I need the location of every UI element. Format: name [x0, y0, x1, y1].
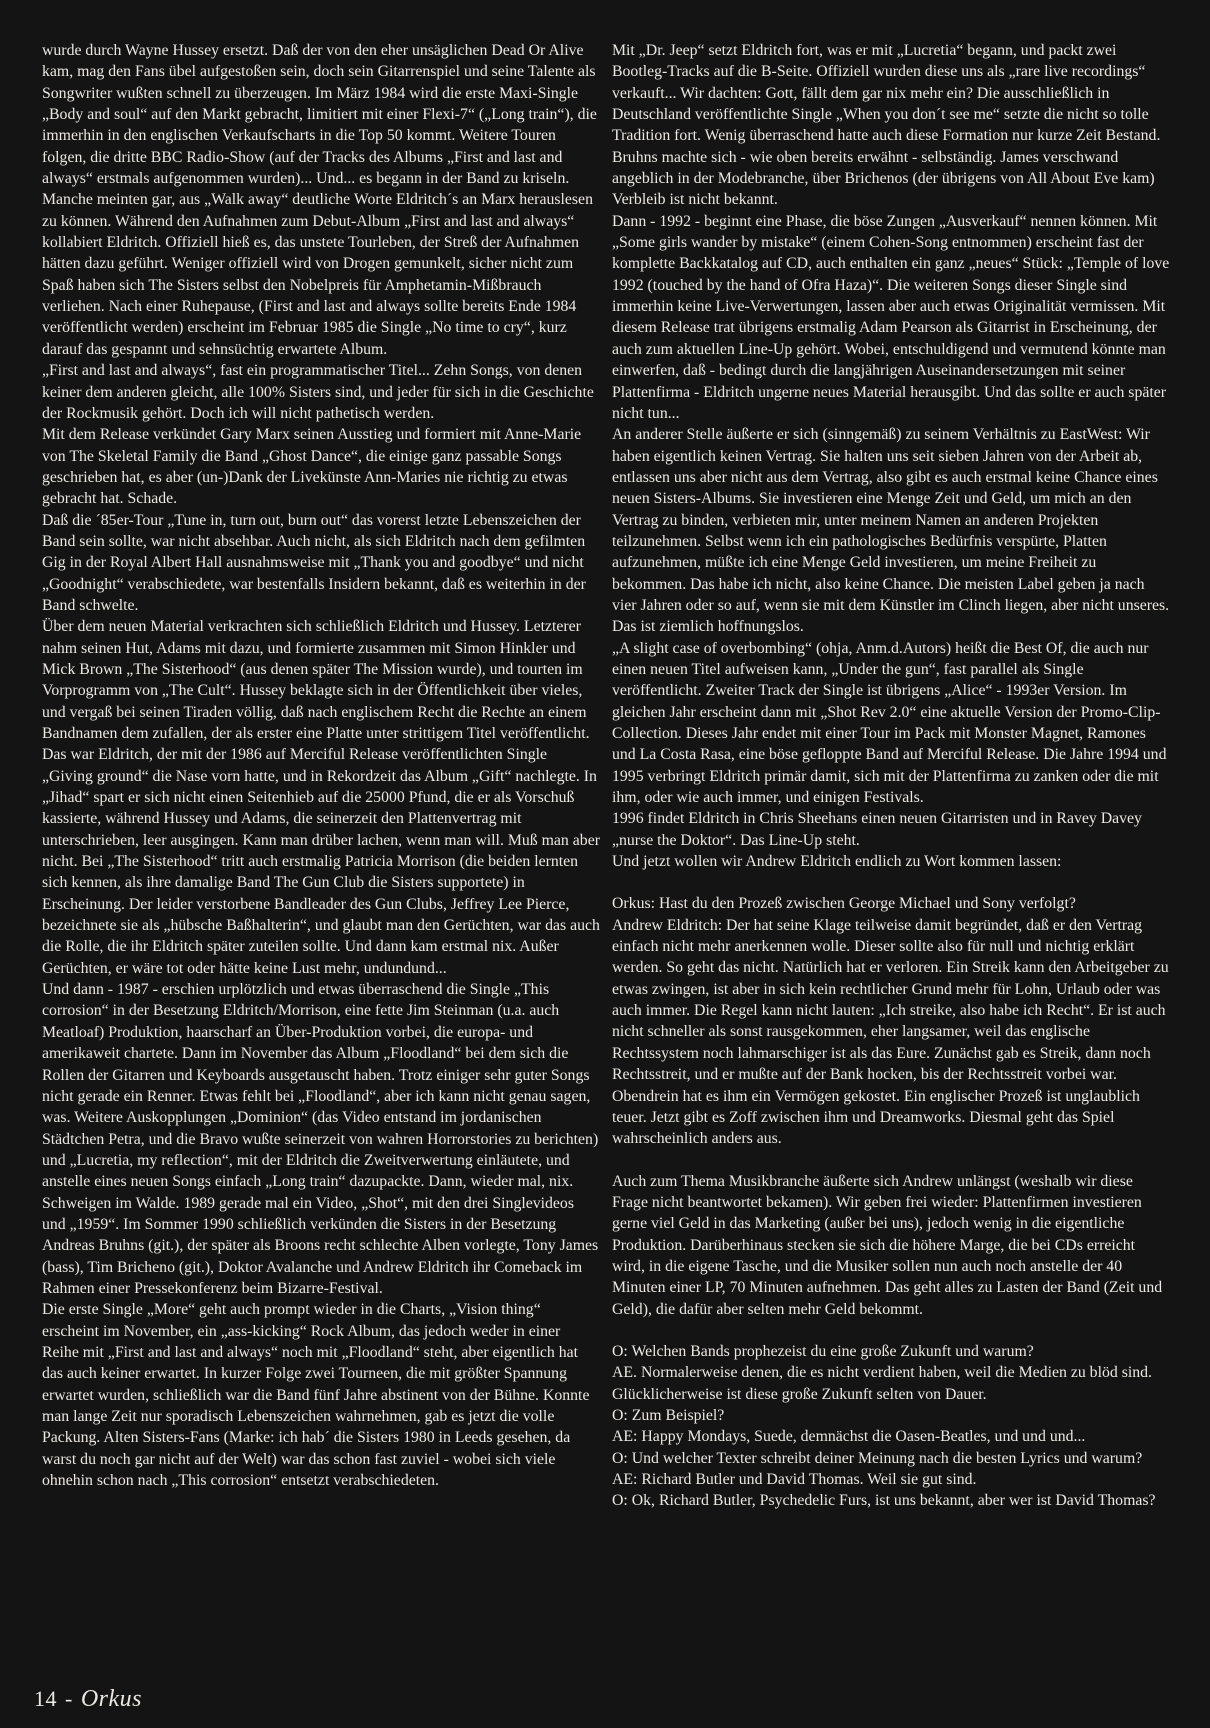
paragraph: Über dem neuen Material verkrachten sich schließlich Eldritch und Hussey. Letzterer nahm seinen Hut, Adams mit dazu, und formierte zusammen mit Simon Hinkler und Mick Brown „The Sisterhood“ (aus denen später The Mission wurde), und tourten im Vorprogramm von „The Cult“. Hussey beklagte sich in der Öffentlichkeit über vieles, und vergaß bei seinen Tiraden völlig, daß nach englischem Recht die Rechte an einem Bandnamen dem zufallen, der als erster eine Platte unter strittigem Titel veröffentlicht. Das war Eldritch, der mit der 1986 auf Merciful Release veröffentlichten Single „Giving ground“ die Nase vorn hatte, und in Rekordzeit das Album „Gift“ nachlegte. In „Jihad“ spart er sich nicht einen Seitenhieb auf die 25000 Pfund, die er als Vorschuß kassierte, während Hussey und Adams, die seinerzeit den Plattenvertrag mit unterschrieben, leer ausgingen. Kann man drüber lachen, wenn man will. Muß man aber nicht. Bei „The Sisterhood“ tritt auch erstmalig Patricia Morrison (die beiden lernten sich kennen, als ihre damalige Band The Gun Club die Sisters supportete) in Erscheinung. Der leider verstorbene Bandleader des Gun Clubs, Jeffrey Lee Pierce, bezeichnete sie als „hübsche Baßhalterin“, und glaubt man den Gerüchten, war das auch die Rolle, die ihr Eldritch später zuteilen sollte. Und dann kam erstmal nix. Außer Gerüchten, er wäre tot oder hätte keine Lust mehr, undundund...: [42, 618, 600, 977]
paragraph: An anderer Stelle äußerte er sich (sinngemäß) zu seinem Verhältnis zu EastWest: Wir haben eigentlich keinen Vertrag. Sie halten uns seit sieben Jahren von der Arbeit ab, entlassen uns aber nicht aus dem Vertrag, also gibt es auch erstmal keine Chance eines neuen Sisters-Albums. Sie investieren eine Menge Zeit und Geld, um mich an den Vertrag zu binden, verbieten mir, unter meinem Namen an anderen Projekten teilzunehmen. Selbst wenn ich ein pathologisches Bedürfnis verspürte, Platten aufzunehmen, müßte ich eine Menge Geld investieren, um meine Freiheit zu bekommen. Das habe ich nicht, also keine Chance. Die meisten Label geben ja nach vier Jahren oder so auf, wenn sie mit dem Künstler im Clinch liegen, aber nicht unseres. Das ist ziemlich hoffnungslos.: [612, 426, 1170, 636]
paragraph: „First and last and always“, fast ein programmatischer Titel... Zehn Songs, von denen keiner dem anderen gleicht, alle 100% Sisters sind, und jeder für sich in die Geschichte der Rockmusik gehört. Doch ich will nicht pathetisch werden.: [42, 362, 594, 422]
paragraph: Die erste Single „More“ geht auch prompt wieder in die Charts, „Vision thing“ erscheint im November, ein „ass-kicking“ Rock Album, das jedoch weder in einer Reihe mit „First and last and always“ noch mit „Floodland“ steht, aber eigentlich hat das auch keiner erwartet. In kurzer Folge zwei Tourneen, die mit größter Spannung erwartet wurden, schließlich war die Band fünf Jahre abstinent von der Bühne. Konnte man lange Zeit nur sporadisch Lebenszeichen wahrnehmen, gab es jetzt die volle Packung. Alten Sisters-Fans (Marke: ich hab´ die Sisters 1980 in Leeds gesehen, da warst du noch gar nicht auf der Welt) war das schon fast zuviel - wobei sich viele ohnehin schon nach „This corrosion“ entsetzt verabschiedeten.: [42, 1301, 590, 1490]
paragraph: Daß die ´85er-Tour „Tune in, turn out, burn out“ das vorerst letzte Lebenszeichen der Band sein sollte, war nicht absehbar. Auch nicht, als sich Eldritch nach dem gefilmten Gig in der Royal Albert Hall ausnahmsweise mit „Thank you and goodbye“ und nicht „Goodnight“ verabschiedete, war bestenfalls Insidern bekannt, daß es weiterhin in der Band schwelte.: [42, 511, 586, 614]
interview-answer: AE. Normalerweise denen, die es nicht verdient haben, weil die Medien zu blöd sind. Glücklicherweise ist diese große Zukunft selten von Dauer.: [612, 1364, 1153, 1403]
paragraph: wurde durch Wayne Hussey ersetzt. Daß der von den eher unsäglichen Dead Or Alive kam, mag den Fans übel aufgestoßen sein, doch sein Gitarrenspiel und seine Talente als Songwriter wußten schnell zu überzeugen. Im März 1984 wird die erste Maxi-Single „Body and soul“ auf den Markt gebracht, limitiert mit einer Flexi-7“ („Long train“), die immerhin in den englischen Verkaufscharts in die Top 50 kommt. Weitere Touren folgen, die dritte BBC Radio-Show (auf der Tracks des Albums „First and last and always“ erstmals aufgenommen wurden)... Und... es begann in der Band zu kriseln. Manche meinten gar, aus „Walk away“ deutliche Worte Eldritch´s an Marx herauslesen zu können. Während den Aufnahmen zum Debut-Album „First and last and always“ kollabiert Eldritch. Offiziell hieß es, das unstete Tourleben, der Streß der Aufnahmen hätten dazu geführt. Weniger offiziell wird von Drogen gemunkelt, sicher nicht zum Spaß haben sich The Sisters selbst den Nobelpreis für Amphetamin-Mißbrauch verliehen. Nach einer Ruhepause, (First and last and always sollte bereits Ende 1984 veröffentlicht werden) erscheint im Februar 1985 die Single „No time to cry“, kurz darauf das gespannt und sehnsüchtig erwartete Album.: [42, 42, 597, 358]
interview-question: O: Und welcher Texter schreibt deiner Meinung nach die besten Lyrics und warum?: [612, 1449, 1143, 1467]
magazine-logo: Orkus: [80, 1686, 142, 1712]
paragraph: Und dann - 1987 - erschien urplötzlich und etwas überraschend die Single „This corrosion“ in der Besetzung Eldritch/Morrison, eine fette Jim Steinman (u.a. auch Meatloaf) Produktion, haarscharf an Über-Produktion vorbei, die europa- und amerikaweit chartete. Dann im November das Album „Floodland“ bei dem sich die Rollen der Gitarren und Keyboards ausgetauscht haben. Trotz einiger sehr guter Songs nicht gerade ein Renner. Etwas fehlt bei „Floodland“, aber ich kann nicht genau sagen, was. Weitere Auskopplungen „Dominion“ (das Video entstand im jordanischen Städtchen Petra, und die Bravo wußte seinerzeit von wahren Horrorstories zu berichten) und „Lucretia, my reflection“, mit der Eldritch die Zweitverwertung einläutete, und anstelle eines neuen Songs einfach „Long train“ dazupackte. Dann, wieder mal, nix. Schweigen im Walde. 1989 gerade mal ein Video, „Shot“, mit den drei Singlevideos und „1959“. Im Sommer 1990 schließlich verkünden die Sisters in der Besetzung Andreas Bruhns (git.), der später als Broons recht schlechte Alben vorlegte, Tony James (bass), Tim Bricheno (git.), Doktor Avalanche und Andrew Eldritch ihr Comeback im Rahmen einer Pressekonferenz beim Bizarre-Festival.: [42, 981, 599, 1297]
interview-answer: AE: Richard Butler und David Thomas. Weil sie gut sind.: [612, 1471, 977, 1488]
paragraph: 1996 findet Eldritch in Chris Sheehans einen neuen Gitarristen und in Ravey Davey „nurse the Doktor“. Das Line-Up steht.: [612, 810, 1142, 849]
paragraph: Auch zum Thema Musikbranche äußerte sich Andrew unlängst (weshalb wir diese Frage nicht beantwortet bekamen). Wir geben frei wieder: Plattenfirmen investieren gerne viel Geld in das Marketing (außer bei uns), jedoch wenig in die eigentliche Produktion. Darüberhinaus stecken sie sich die höhere Marge, die bei CDs erreicht wird, in die eigene Tasche, und die Musiker sollen nun auch noch anstelle der 40 Minuten einer LP, 70 Minuten aufnehmen. Das geht alles zu Lasten der Band (Zeit und Geld), die dafür aber selten mehr Geld bekommt.: [612, 1172, 1163, 1318]
article-columns: [42, 40, 1170, 1695]
interview-question: O: Ok, Richard Butler, Psychedelic Furs, ist uns bekannt, aber wer ist David Thomas?: [612, 1492, 1156, 1510]
right-column: [612, 40, 1170, 1695]
paragraph: Und jetzt wollen wir Andrew Eldritch endlich zu Wort kommen lassen:: [612, 853, 1062, 871]
interview-question: Orkus: Hast du den Prozeß zwischen George Michael und Sony verfolgt?: [612, 895, 1076, 913]
interview-answer: Andrew Eldritch: Der hat seine Klage teilweise damit begründet, daß er den Vertrag einfach nicht mehr anerkennen wolle. Dieser sollte also für null und nichtig erklärt werden. So geht das nicht. Natürlich hat er verloren. Ein Streik kann den Arbeitgeber zu etwas zwingen, ist aber in sich kein rechtlicher Grund mehr für Lohn, Urlaub oder was auch immer. Die Regel kann nicht lauten: „Ich streike, also habe ich Recht“. Er ist auch nicht schneller als sonst rausgekommen, eher langsamer, weil das englische Rechtssystem noch lahmarschiger ist als das Eure. Zunächst gab es Streik, dann noch Rechtsstreit, und er mußte auf der Bank hocken, bis der Rechtsstreit vorbei war. Obendrein hat es ihm ein Vermögen gekostet. Ein englischer Prozeß ist unglaublich teuer. Jetzt gibt es Zoff zwischen ihm und Dreamworks. Diesmal geht das Spiel wahrscheinlich anders aus.: [612, 916, 1169, 1148]
paragraph: „A slight case of overbombing“ (ohja, Anm.d.Autors) heißt die Best Of, die auch nur einen neuen Titel aufweisen kann, „Under the gun“, fast parallel als Single veröffentlicht. Zweiter Track der Single ist übrigens „Alice“ - 1993er Version. Im gleichen Jahr erscheint dann mit „Shot Rev 2.0“ eine aktuelle Version der Promo-Clip-Collection. Dieses Jahr endet mit einer Tour im Pack mit Monster Magnet, Ramones und La Costa Rasa, eine böse gefloppte Band auf Merciful Release. Die Jahre 1994 und 1995 verbringt Eldritch primär damit, sich mit der Plattenfirma zu zanken oder die mit ihm, oder wie auch immer, und einigen Festivals.: [612, 639, 1167, 807]
interview-question: O: Welchen Bands prophezeist du eine große Zukunft und warum?: [612, 1342, 1034, 1360]
page-number: 14: [34, 1686, 57, 1711]
interview-question: O: Zum Beispiel?: [612, 1406, 725, 1424]
footer-separator: -: [65, 1686, 73, 1711]
paragraph: Mit dem Release verkündet Gary Marx seinen Ausstieg und formiert mit Anne-Marie von The Skeletal Family die Band „Ghost Dance“, die einige ganz passable Songs geschrieben hat, es aber (un-)Dank der Livekünste Ann-Maries nie richtig zu etwas gebracht hat. Schade.: [42, 426, 582, 508]
paragraph: Mit „Dr. Jeep“ setzt Eldritch fort, was er mit „Lucretia“ begann, und packt zwei Bootleg-Tracks auf die B-Seite. Offiziell wurden diese uns als „rare live recordings“ verkauft... Wir dachten: Gott, fällt dem gar nix mehr ein? Die ausschließlich in Deutschland veröffentlichte Single „When you don´t see me“ setzte die nicht so tolle Tradition fort. Wenig überraschend hatte auch diese Formation nur kurze Zeit Bestand. Bruhns machte sich - wie oben bereits erwähnt - selbständig. James verschwand angeblich in der Modebranche, über Brichenos (der übrigens von All About Eve kam) Verbleib ist nicht bekannt.: [612, 42, 1161, 209]
page-footer: [34, 1686, 142, 1713]
paragraph: Dann - 1992 - beginnt eine Phase, die böse Zungen „Ausverkauf“ nennen können. Mit „Some girls wander by mistake“ (einem Cohen-Song entnommen) erscheint fast der komplette Backkatalog auf CD, auch enthalten ein ganz „neues“ Stück: „Temple of love 1992 (touched by the hand of Ofra Haza)“. Die weiteren Songs dieser Single sind immerhin keine Live-Verwertungen, lassen aber auch etwas Originalität vermissen. Mit diesem Release trat übrigens erstmalig Adam Pearson als Gitarrist in Erscheinung, der auch zum aktuellen Line-Up gehört. Wobei, entschuldigend und vermutend könnte man einwerfen, daß - bedingt durch die langjährigen Auseinandersetzungen mit seiner Plattenfirma - Eldritch ungerne neues Material herausgibt. Und das sollte er auch später nicht tun...: [612, 212, 1170, 422]
left-column: [42, 40, 600, 1695]
interview-answer: AE: Happy Mondays, Suede, demnächst die Oasen-Beatles, und und und...: [612, 1428, 1086, 1446]
